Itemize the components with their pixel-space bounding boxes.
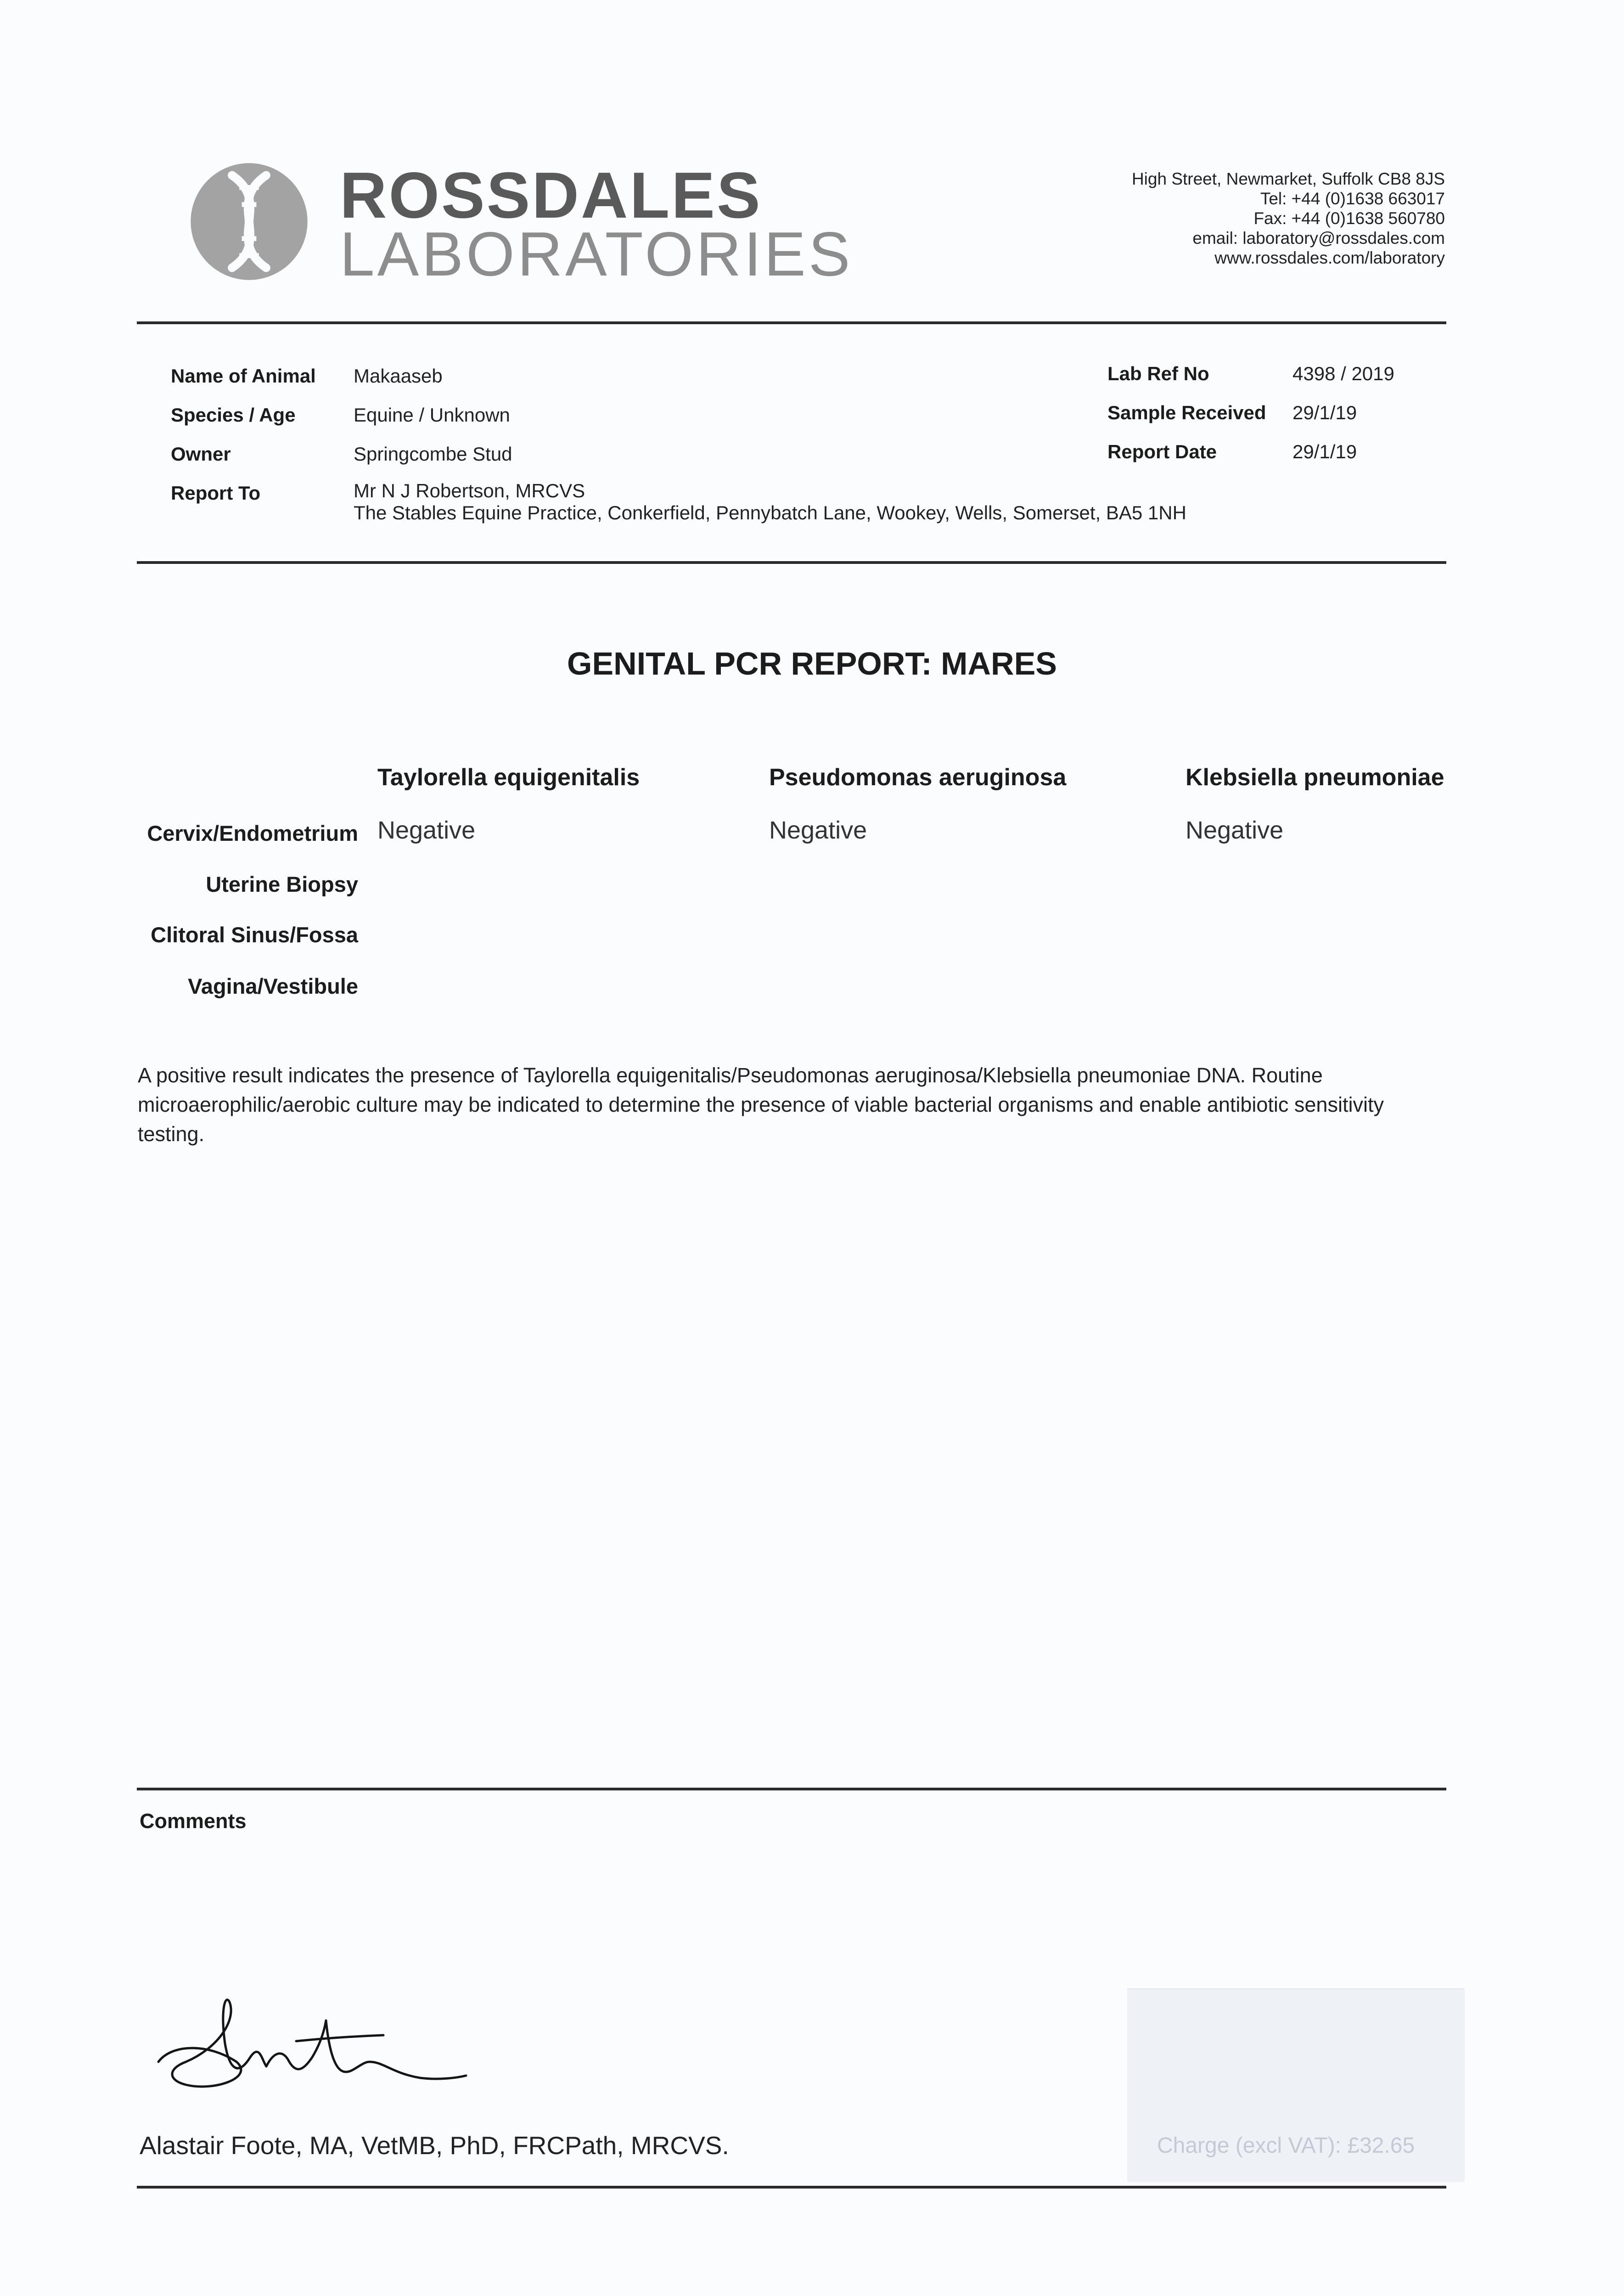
column-header-klebsiella: Klebsiella pneumoniae: [1186, 764, 1444, 791]
contact-block: [1132, 169, 1445, 268]
footer-divider: [137, 2186, 1446, 2189]
report-to-label: Report To: [171, 482, 261, 504]
report-date-label: Report Date: [1107, 441, 1217, 462]
report-to-address: The Stables Equine Practice, Conkerfield, Pennybatch Lane, Wookey, Wells, Somerset, BA5 1NH: [354, 502, 1186, 523]
species-label: Species / Age: [171, 404, 296, 426]
row-label-uterine-biopsy: Uterine Biopsy: [206, 872, 358, 896]
sample-received-value: 29/1/19: [1292, 402, 1357, 423]
report-date-value: 29/1/19: [1292, 441, 1357, 462]
lab-ref-label: Lab Ref No: [1107, 363, 1209, 384]
charge-text: Charge (excl VAT): £32.65: [1157, 2133, 1415, 2158]
contact-email: email: laboratory@rossdales.com: [1192, 229, 1445, 248]
contact-fax: Fax: +44 (0)1638 560780: [1253, 209, 1445, 228]
species-value: Equine / Unknown: [354, 404, 510, 426]
lab-ref-value: 4398 / 2019: [1292, 363, 1394, 384]
contact-address: High Street, Newmarket, Suffolk CB8 8JS: [1131, 169, 1445, 188]
name-value: Makaaseb: [354, 365, 443, 387]
report-title: GENITAL PCR REPORT: MARES: [567, 646, 1057, 681]
comments-divider: [137, 1788, 1446, 1790]
signature-graphic: [145, 1993, 475, 2108]
owner-label: Owner: [171, 443, 231, 465]
brand-name: ROSSDALES: [340, 159, 762, 232]
name-label: Name of Animal: [171, 365, 316, 387]
report-to-name: Mr N J Robertson, MRCVS: [354, 480, 585, 501]
contact-tel: Tel: +44 (0)1638 663017: [1260, 189, 1445, 208]
signatory-name: Alastair Foote, MA, VetMB, PhD, FRCPath, MRCVS.: [140, 2131, 729, 2160]
header-divider: [137, 321, 1446, 324]
owner-value: Springcombe Stud: [354, 443, 512, 465]
contact-website: www.rossdales.com/laboratory: [1214, 248, 1445, 267]
info-divider: [137, 561, 1446, 564]
comments-label: Comments: [140, 1809, 247, 1833]
brand-subname: LABORATORIES: [340, 219, 853, 289]
result-cervix-pseudomonas: Negative: [769, 816, 867, 844]
result-cervix-klebsiella: Negative: [1186, 816, 1284, 844]
result-explanation-note: A positive result indicates the presence of Taylorella equigenitalis/Pseudomonas aeruginosa/Klebsiella pneumoniae DNA. Routine microaerophilic/aerobic culture may be indicated to determine the presence of viable bacterial organisms and enable antibiotic sensitivity testing.: [138, 1064, 1384, 1146]
result-cervix-taylorella: Negative: [377, 816, 476, 844]
column-header-pseudomonas: Pseudomonas aeruginosa: [769, 764, 1067, 791]
sample-received-label: Sample Received: [1107, 402, 1266, 423]
row-label-clitoral-sinus: Clitoral Sinus/Fossa: [151, 923, 358, 947]
dna-logo-icon: [188, 161, 310, 282]
row-label-cervix: Cervix/Endometrium: [147, 821, 358, 845]
column-header-taylorella: Taylorella equigenitalis: [377, 764, 640, 791]
row-label-vagina: Vagina/Vestibule: [188, 974, 358, 998]
